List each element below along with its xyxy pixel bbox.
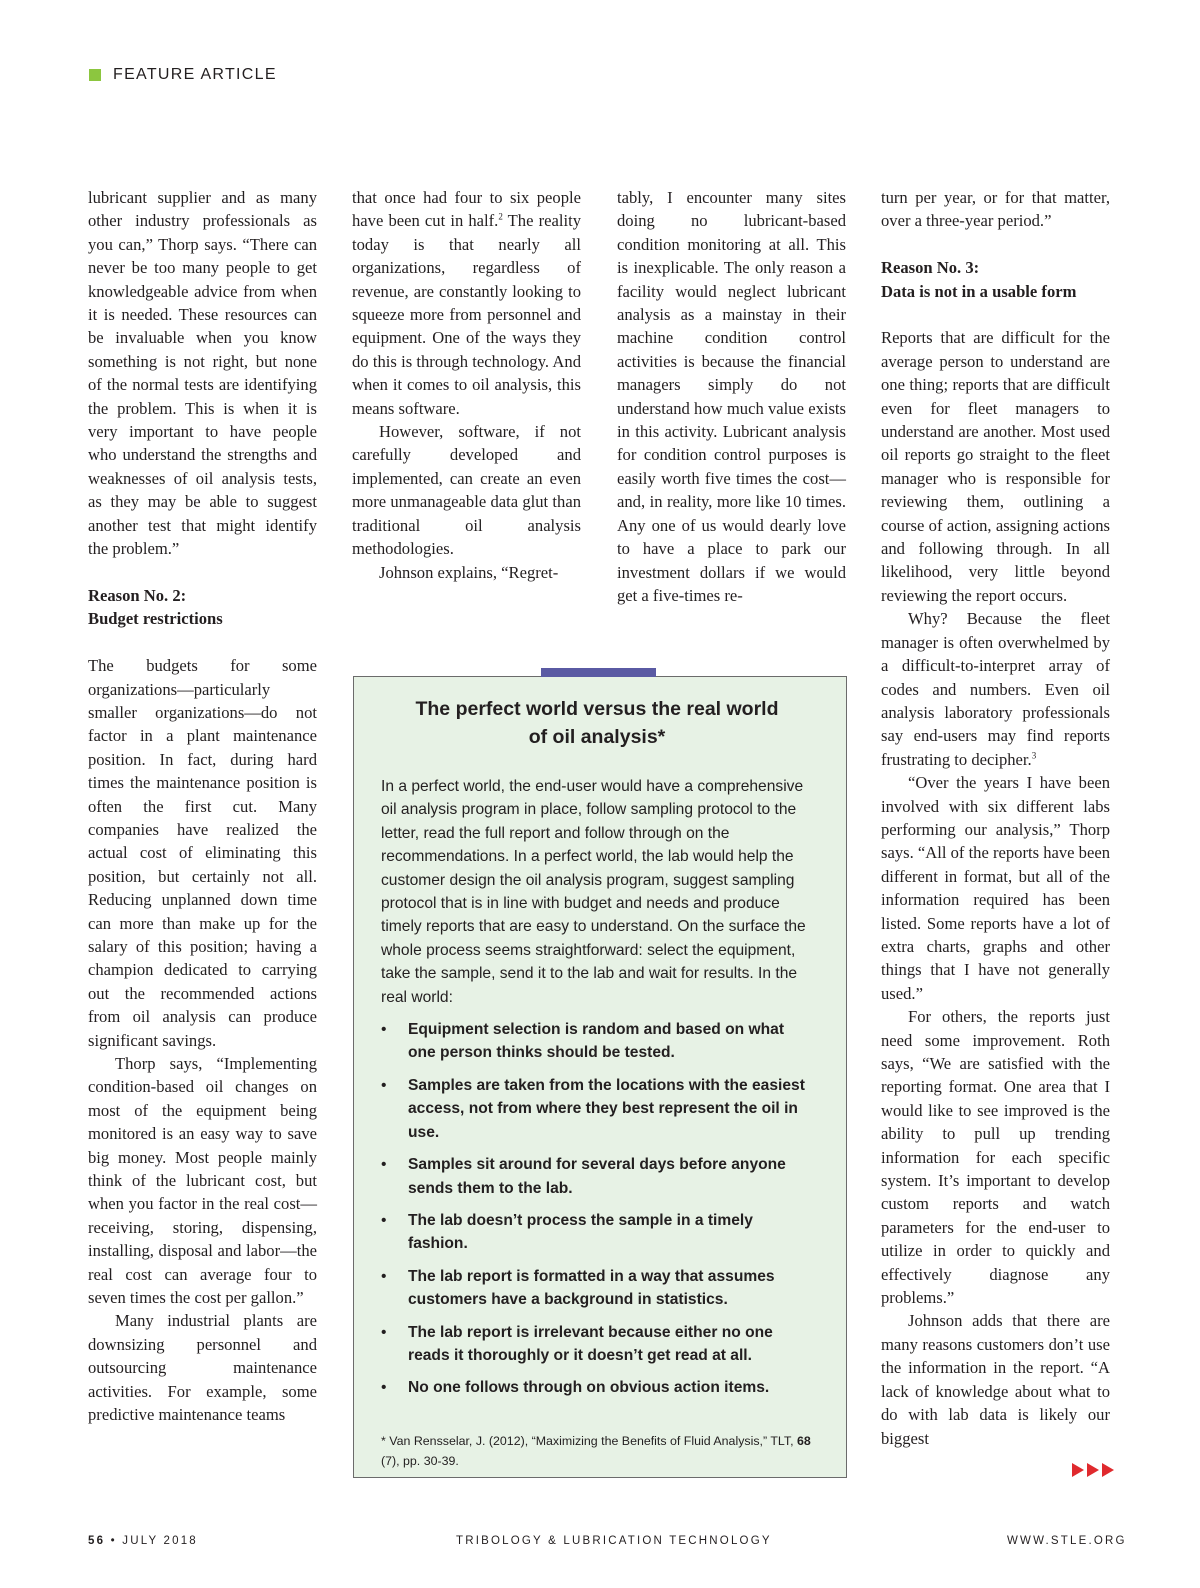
list-item-text: The lab report is irrelevant because either no one reads it thoroughly or it doesn’t get read at all. bbox=[408, 1323, 773, 1364]
heading-reason-3 bbox=[881, 256, 1110, 303]
section-tag-square-icon bbox=[89, 69, 101, 81]
column-3-paragraph-1: tably, I encounter many sites doing no lubricant-based condition monitoring at all. This is inexplicable. The only reason a facility would neglect lubricant analysis as a mainstay in their machine condition control activities is because the financial managers simply do not understand how much value exists in this activity. Lubricant analysis for condition control purposes is easily worth five times the cost—and, in reality, more like 10 times. Any one of us would dearly love to have a place to park our investment dollars if we would get a five-times re- bbox=[617, 188, 846, 605]
heading-reason-3-title: Data is not in a usable form bbox=[881, 281, 1077, 301]
list-item-text: The lab doesn’t process the sample in a timely fashion. bbox=[408, 1211, 753, 1253]
column-4-paragraph-1: turn per year, or for that matter, over a three-year period.” bbox=[881, 188, 1110, 231]
reference-text: * Van Rensselar, J. (2012), “Maximizing the Benefits of Fluid Analysis,” TLT, bbox=[381, 1433, 797, 1448]
sidebar-title bbox=[381, 695, 813, 751]
list-item bbox=[381, 1153, 813, 1200]
heading-reason-3-number: Reason No. 3: bbox=[881, 258, 980, 278]
sidebar-title-line-1: The perfect world versus the real world bbox=[415, 698, 779, 720]
list-item-text: Equipment selection is random and based on what one person thinks should be tested. bbox=[408, 1021, 785, 1062]
bullet-icon: • bbox=[381, 1267, 387, 1285]
column-4-paragraph-3 bbox=[881, 607, 1110, 771]
triple-arrow-icon bbox=[1072, 1463, 1114, 1477]
sidebar-box bbox=[353, 676, 847, 1478]
bullet-icon: • bbox=[381, 1021, 387, 1039]
column-4-paragraph-6: Johnson adds that there are many reasons customers don’t use the information in the report. “A lack of knowledge about what to do with lab data is likely our biggest bbox=[881, 1311, 1110, 1448]
list-item bbox=[381, 1209, 813, 1256]
footnote-ref-2: 2 bbox=[498, 211, 503, 222]
list-item-text: No one follows through on obvious action items. bbox=[408, 1379, 770, 1397]
list-item-text: Samples sit around for several days before anyone sends them to the lab. bbox=[408, 1156, 786, 1197]
list-item-text: The lab report is formatted in a way that assumes customers have a background in statistics. bbox=[408, 1267, 775, 1309]
column-2-paragraph-2: However, software, if not carefully developed and implemented, can create an even more unmanageable data glut than traditional oil analysis methodologies. bbox=[352, 422, 581, 559]
footnote-ref-3: 3 bbox=[1031, 750, 1037, 761]
section-tag-label: FEATURE ARTICLE bbox=[113, 66, 277, 83]
column-1-paragraph-1: lubricant supplier and as many other industry professionals as you can,” Thorp says. “There can never be too many people to get knowledgeable advice from when it is needed. These resources can be invaluable when you know something is not right, but none of the normal tests are identifying the problem. This is when it is very important to have people who understand the strengths and weaknesses of oil analysis tests, as they may be able to suggest another test that might identify the problem.” bbox=[88, 188, 317, 559]
sidebar-tab-accent bbox=[541, 668, 656, 677]
list-item bbox=[381, 1321, 813, 1368]
bullet-icon: • bbox=[381, 1323, 387, 1341]
list-item bbox=[381, 1265, 813, 1312]
footer-separator: • bbox=[110, 1535, 117, 1547]
column-2-paragraph-1-text: that once had four to six people have been cut in half. bbox=[352, 188, 581, 231]
column-4-paragraph-5: For others, the reports just need some improvement. Roth says, “We are satisfied with the reporting format. One area that I would like to see improved is the ability to pull up trending information for each specific system. It’s important to develop custom reports and watch parameters for the end-user to utilize in order to quickly and effectively diagnose any problems.” bbox=[881, 1007, 1110, 1308]
heading-reason-2 bbox=[88, 584, 317, 631]
bullet-icon: • bbox=[381, 1379, 387, 1397]
list-item-text: Samples are taken from the locations with the easiest access, not from where they best represent the oil in use. bbox=[408, 1076, 805, 1141]
heading-reason-2-title: Budget restrictions bbox=[88, 609, 223, 629]
footer-page-info bbox=[88, 1535, 198, 1547]
issue-date: JULY 2018 bbox=[122, 1535, 198, 1547]
reference-pages: (7), pp. 30-39. bbox=[381, 1453, 459, 1468]
publication-name: TRIBOLOGY & LUBRICATION TECHNOLOGY bbox=[456, 1535, 772, 1547]
list-item bbox=[381, 1376, 813, 1399]
section-tag bbox=[89, 66, 277, 84]
list-item bbox=[381, 1018, 813, 1065]
column-1-paragraph-3: Thorp says, “Implementing condition-based oil changes on most of the equipment being monitored is an easy way to save big money. Most people mainly think of the lubricant cost, but when you factor in the real cost—receiving, storing, dispensing, installing, disposal and labor—the real cost can average four to seven times the cost per gallon.” bbox=[88, 1054, 317, 1308]
sidebar-intro: In a perfect world, the end-user would have a comprehensive oil analysis program in place, follow sampling protocol to the letter, read the full report and follow through on the recommendations. In a perfect world, the lab would help the customer design the oil analysis program, suggest sampling protocol that is in line with budget and needs and produce timely reports that are easy to understand. On the surface the whole process seems straightforward: select the equipment, take the sample, send it to the lab and wait for results. In the real world: bbox=[381, 778, 806, 1006]
column-3 bbox=[617, 186, 846, 607]
list-item bbox=[381, 1074, 813, 1144]
column-2-paragraph-1-text-b: The reality today is that nearly all organizations, regardless of revenue, are constantly looking to squeeze more from personnel and equipment. One of the ways they do this is through technology. And when it comes to oil analysis, this means software. bbox=[352, 211, 581, 418]
column-1 bbox=[88, 186, 317, 1427]
column-2 bbox=[352, 186, 581, 584]
page-number: 56 bbox=[88, 1535, 106, 1547]
column-1-paragraph-4: Many industrial plants are downsizing personnel and outsourcing maintenance activities. For example, some predictive maintenance teams bbox=[88, 1311, 317, 1425]
column-4 bbox=[881, 186, 1110, 1450]
reference-volume: 68 bbox=[796, 1433, 811, 1448]
column-4-paragraph-4: “Over the years I have been involved with six different labs performing our analysis,” Thorp says. “All of the reports have been different in format, but all of the information required has been listed. Some reports have a lot of extra charts, graphs and other things that I have not generally used.” bbox=[881, 773, 1111, 1003]
column-1-paragraph-2: The budgets for some organizations—particularly smaller organizations—do not factor in a plant maintenance position. In fact, during hard times the maintenance position is often the first cut. Many companies have realized the actual cost of eliminating this position, but certainly not all. Reducing unplanned down time can more than make up for the salary of this position; having a champion dedicated to carrying out the recommended actions from oil analysis can produce significant savings. bbox=[88, 656, 317, 1050]
sidebar-list bbox=[381, 1018, 813, 1400]
sidebar-title-line-2: of oil analysis* bbox=[528, 726, 666, 748]
column-4-paragraph-2: Reports that are difficult for the average person to understand are one thing; reports that are difficult even for fleet managers to understand are another. Most used oil reports go straight to the fleet manager who is responsible for reviewing them, outlining a course of action, assigning actions and following through. In all likelihood, very little beyond reviewing the report occurs. bbox=[881, 328, 1110, 605]
bullet-icon: • bbox=[381, 1076, 387, 1094]
column-2-paragraph-3: Johnson explains, “Regret- bbox=[379, 562, 559, 582]
website-link[interactable]: WWW.STLE.ORG bbox=[1007, 1535, 1127, 1547]
bullet-icon: • bbox=[381, 1211, 387, 1229]
bullet-icon: • bbox=[381, 1156, 387, 1174]
sidebar-reference bbox=[381, 1431, 813, 1471]
column-4-paragraph-3-text: Why? Because the fleet manager is often overwhelmed by a difficult-to-interpret array of codes and numbers. Even oil analysis laboratory professionals say end-users may find reports frustrating to decipher. bbox=[881, 609, 1110, 769]
column-2-paragraph-1 bbox=[352, 186, 581, 420]
heading-reason-2-number: Reason No. 2: bbox=[88, 585, 187, 605]
